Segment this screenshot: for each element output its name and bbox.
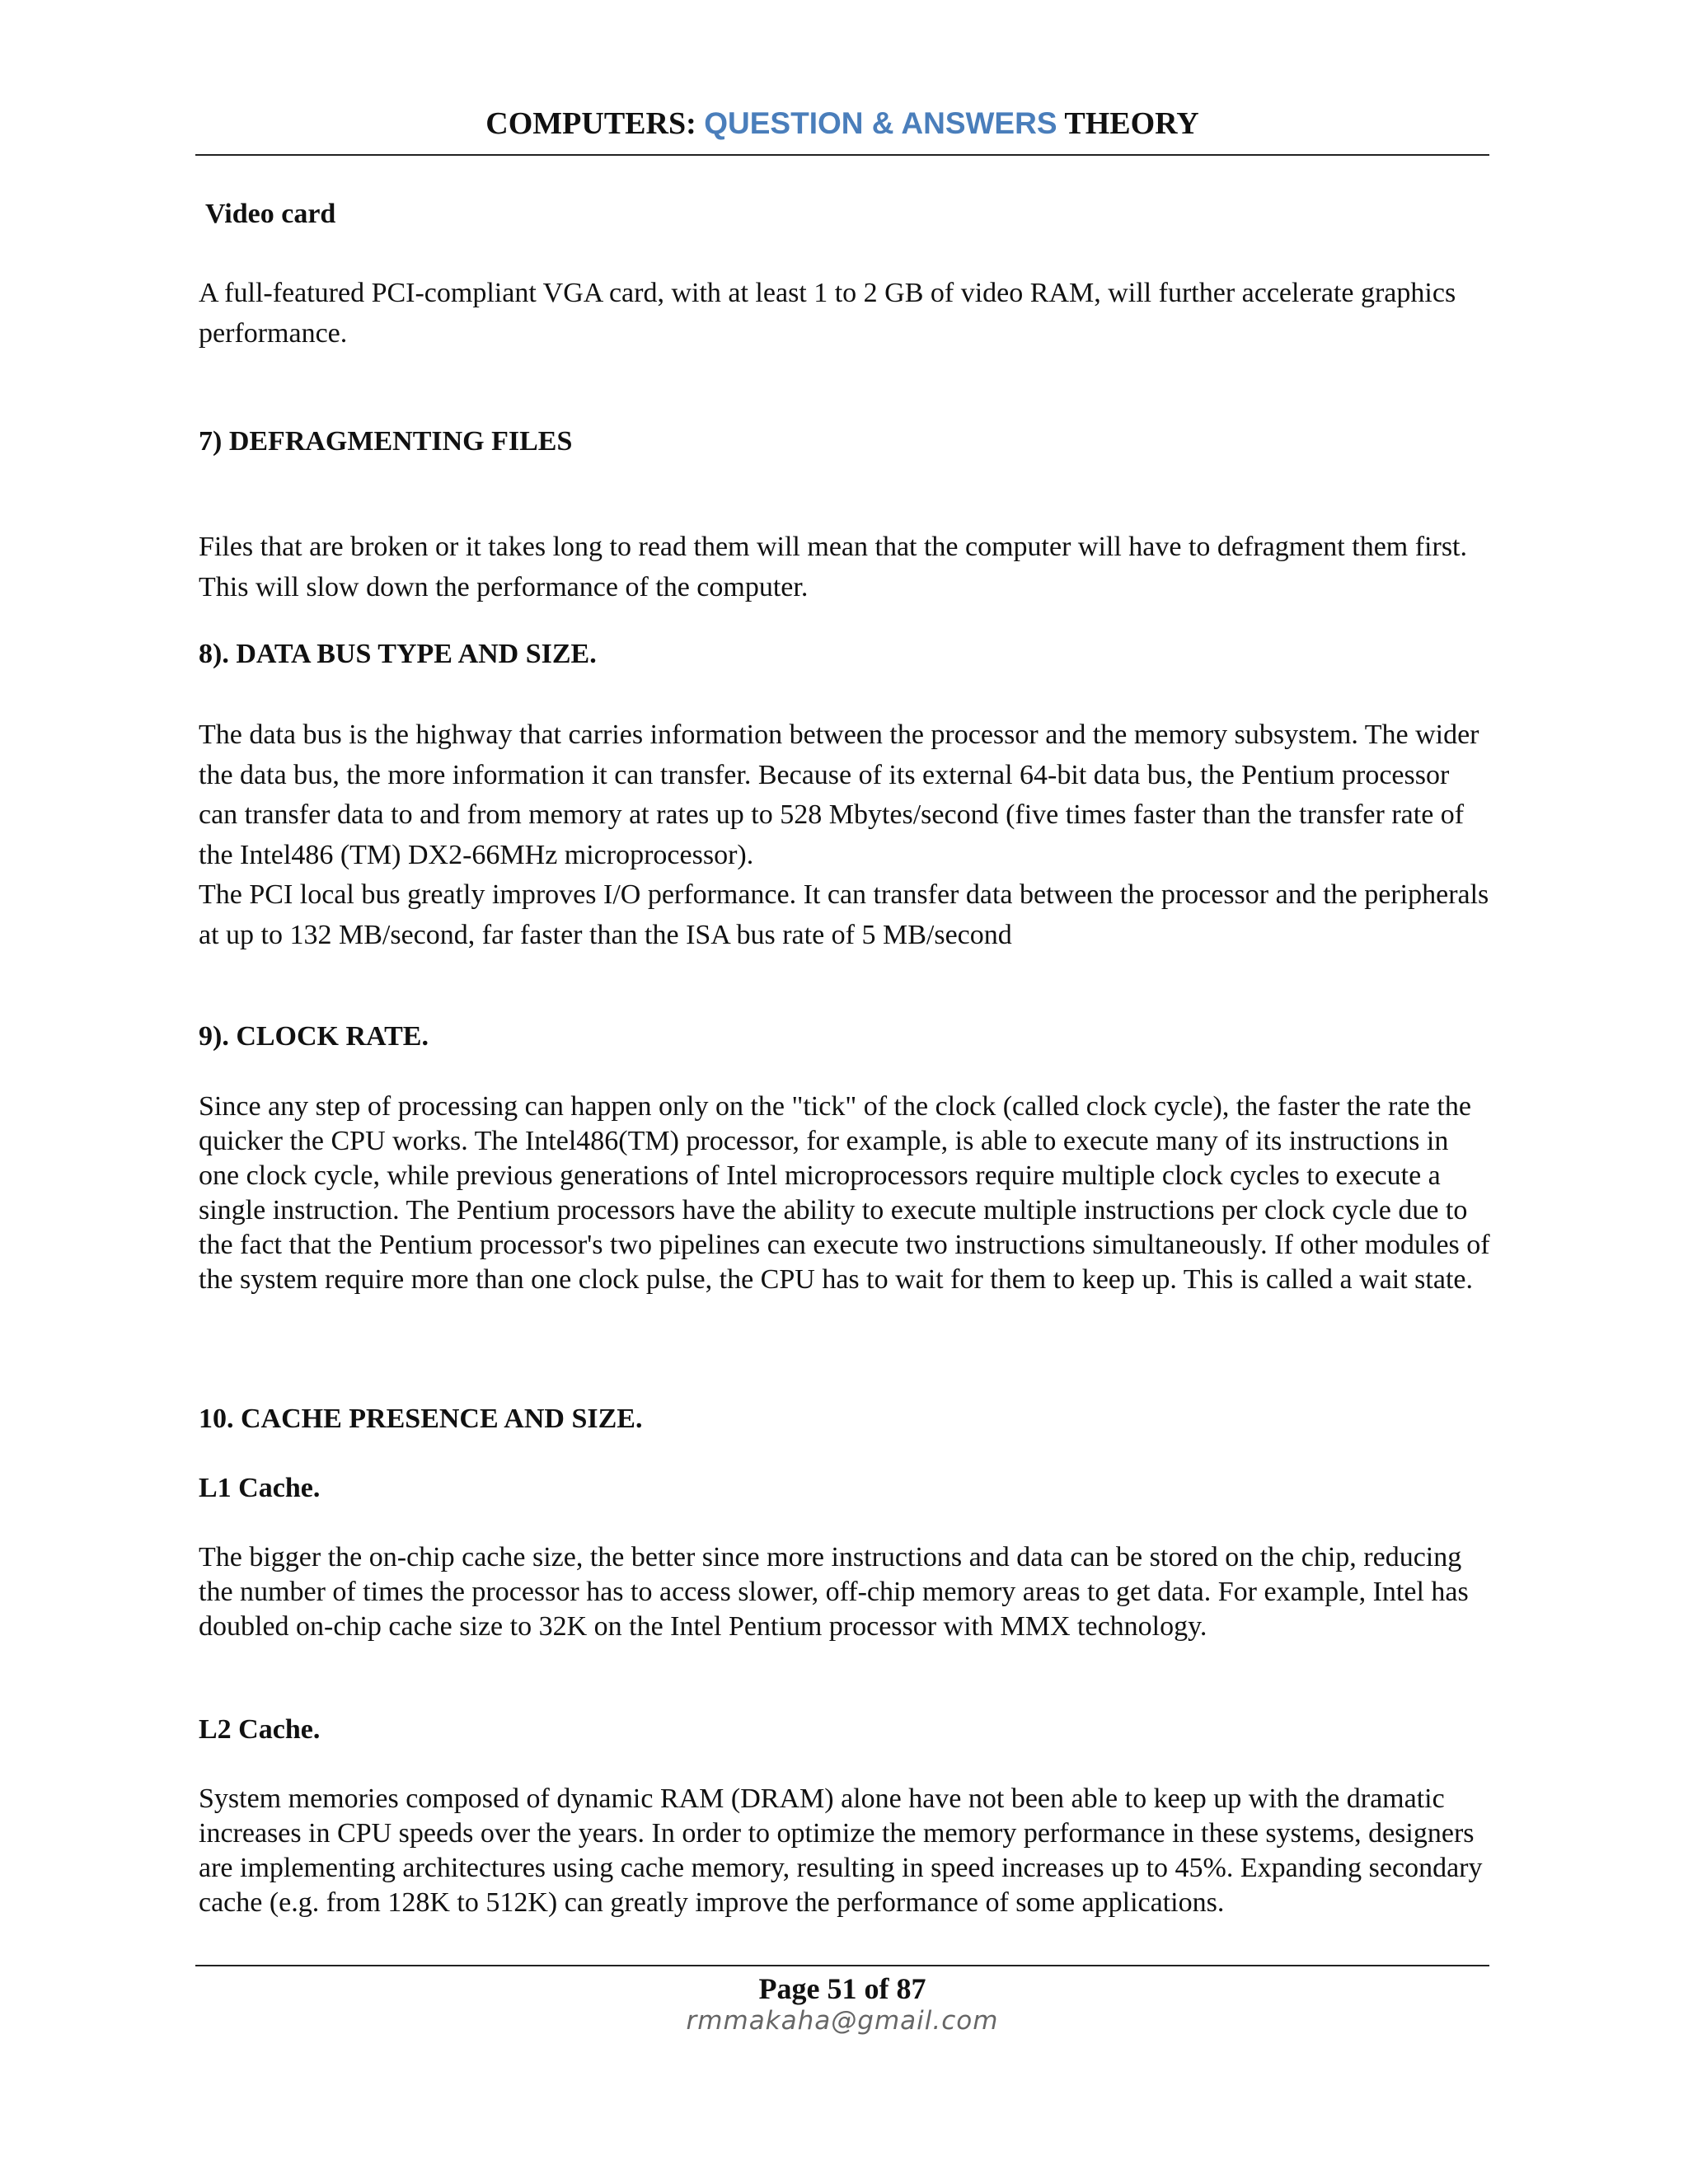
data-bus-heading: 8). DATA BUS TYPE AND SIZE. — [199, 639, 597, 669]
video-card-paragraph: A full-featured PCI-compliant VGA card, with at least 1 to 2 GB of video RAM, will further accelerate graphics performance. — [199, 278, 1456, 349]
author-email: rmmakaha@gmail.com — [686, 2006, 999, 2036]
clock-rate-paragraph: Since any step of processing can happen only on the "tick" of the clock (called clock cycle), the faster the rate the quicker the CPU works. The Intel486(TM) processor, for example, is able to execute many of its instructions in one clock cycle, while previous generations of Intel microprocessors require multiple clock cycles to execute a single instruction. The Pentium processors have the ability to execute multiple instructions per clock cycle due to the fact that the Pentium processor's two pipelines can execute two instructions simultaneously. If other modules of the system require more than one clock pulse, the CPU has to wait for them to keep up. This is called a wait state. — [199, 1091, 1490, 1295]
header-divider — [195, 154, 1489, 156]
header-title-sep: : — [686, 106, 696, 141]
running-header — [195, 103, 1489, 144]
l2-cache-paragraph: System memories composed of dynamic RAM (DRAM) alone have not been able to keep up with the dramatic increases in CPU speeds over the years. In order to optimize the memory performance in these systems, designers are implementing architectures using cache memory, resulting in speed increases up to 45%. Expanding secondary cache (e.g. from 128K to 512K) can greatly improve the performance of some applications. — [199, 1783, 1483, 1918]
page-number: Page 51 of 87 — [758, 1972, 926, 2005]
data-bus-paragraph-2: The PCI local bus greatly improves I/O performance. It can transfer data between the processor and the peripherals at up to 132 MB/second, far faster than the ISA bus rate of 5 MB/second — [199, 879, 1489, 950]
l1-cache-heading: L1 Cache. — [199, 1473, 321, 1503]
l1-cache-paragraph: The bigger the on-chip cache size, the better since more instructions and data can be stored on the chip, reducing the number of times the processor has to access slower, off-chip memory areas to get data. For example, Intel has doubled on-chip cache size to 32K on the Intel Pentium processor with MMX technology. — [199, 1542, 1469, 1642]
header-title-right: THEORY — [1064, 106, 1199, 141]
video-card-heading: Video card — [205, 199, 336, 229]
header-title-left: COMPUTERS — [485, 106, 687, 141]
l2-cache-heading: L2 Cache. — [199, 1714, 321, 1745]
clock-rate-heading: 9). CLOCK RATE. — [199, 1021, 429, 1052]
footer-divider — [195, 1965, 1489, 1966]
cache-heading: 10. CACHE PRESENCE AND SIZE. — [199, 1404, 643, 1434]
defrag-paragraph: Files that are broken or it takes long to read them will mean that the computer will have to defragment them first. This will slow down the performance of the computer. — [199, 532, 1467, 602]
defrag-heading: 7) DEFRAGMENTING FILES — [199, 426, 573, 457]
data-bus-paragraph-1: The data bus is the highway that carries information between the processor and the memory subsystem. The wider the data bus, the more information it can transfer. Because of its external 64-bit data bus, the Pentium processor can transfer data to and from memory at rates up to 528 Mbytes/second (five times faster than the transfer rate of the Intel486 (TM) DX2-66MHz microprocessor). — [199, 719, 1479, 870]
header-title-accent: QUESTION & ANSWERS — [704, 106, 1057, 140]
